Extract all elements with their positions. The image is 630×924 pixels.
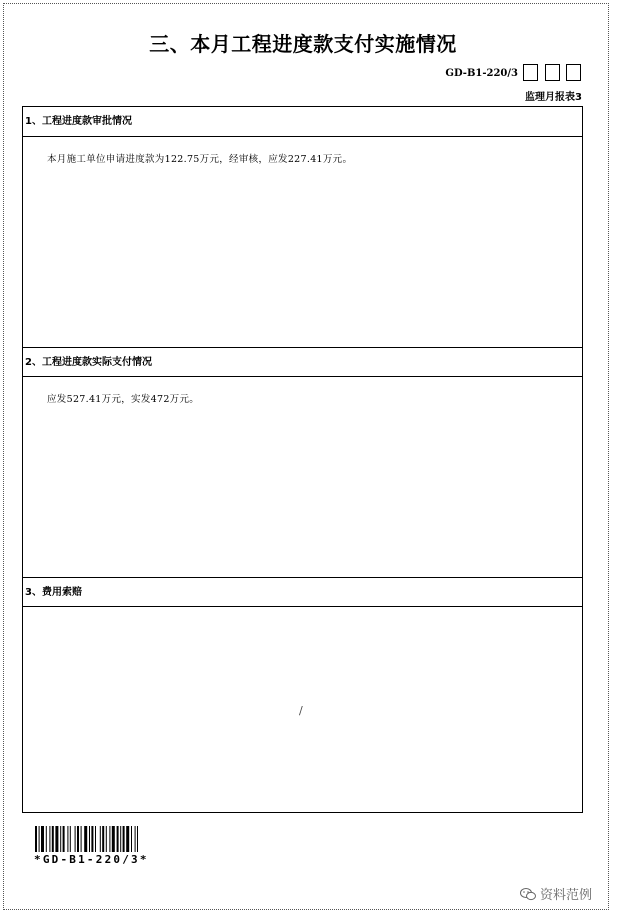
section-2-heading: 2、工程进度款实际支付情况 — [23, 347, 582, 377]
barcode-bar — [67, 826, 68, 852]
report-name: 监理月报表3 — [525, 92, 582, 103]
barcode-bar — [46, 826, 47, 852]
barcode-bar — [137, 826, 138, 852]
barcode-bar — [55, 826, 58, 852]
barcode-icon — [35, 826, 181, 852]
barcode-bar — [81, 826, 82, 852]
barcode-bar — [95, 826, 96, 852]
check-box-1[interactable] — [523, 64, 538, 81]
barcode-bar — [117, 826, 119, 852]
barcode-bar — [49, 826, 50, 852]
section-1-heading: 1、工程进度款审批情况 — [23, 107, 582, 137]
watermark — [520, 884, 592, 903]
barcode-bar — [60, 826, 61, 852]
page-title: 三、本月工程进度款支付实施情况 — [149, 32, 457, 56]
barcode-bar — [77, 826, 79, 852]
barcode-bar — [41, 826, 44, 852]
barcode-bar — [63, 826, 65, 852]
barcode-bar — [120, 826, 121, 852]
barcode-bar — [89, 826, 90, 852]
barcode-bar — [75, 826, 76, 852]
barcode-bar — [100, 826, 101, 852]
barcode-bar — [131, 826, 132, 852]
section-3-heading: 3、费用索赔 — [23, 577, 582, 607]
barcode-bar — [84, 826, 87, 852]
barcode-bar — [39, 826, 40, 852]
wechat-icon — [520, 887, 536, 901]
barcode-bar — [109, 826, 110, 852]
barcode-bar — [106, 826, 107, 852]
barcode-text: *GD-B1-220/3* — [34, 853, 149, 866]
barcode-bar — [70, 826, 71, 852]
barcode-bar — [52, 826, 54, 852]
check-box-2[interactable] — [545, 64, 560, 81]
barcode-bar — [126, 826, 129, 852]
barcode-bar — [112, 826, 115, 852]
barcode-bar — [102, 826, 104, 852]
barcode-bar — [35, 826, 37, 852]
slash-mark: / — [299, 704, 303, 717]
barcode-bar — [123, 826, 125, 852]
form-code: GD-B1-220/3 — [445, 68, 518, 79]
barcode-bar — [135, 826, 136, 852]
check-box-3[interactable] — [566, 64, 581, 81]
watermark-label: 资料范例 — [540, 888, 593, 903]
barcode-bar — [91, 826, 93, 852]
section-1-body: 本月施工单位申请进度款为122.75万元，经审核，应发227.41万元。 — [47, 154, 353, 165]
section-2-body: 应发527.41万元，实发472万元。 — [47, 394, 200, 405]
